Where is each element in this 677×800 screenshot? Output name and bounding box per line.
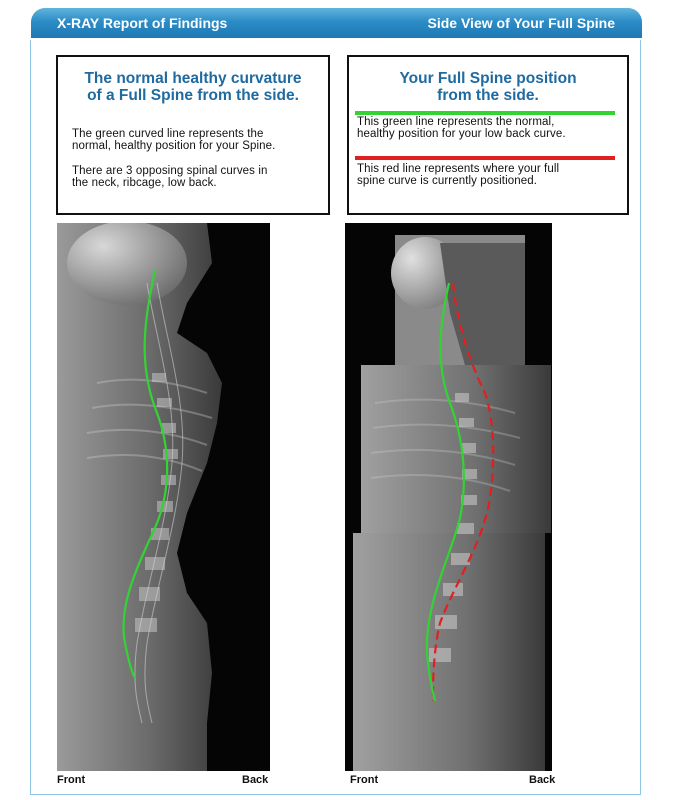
green-desc-line1: The green curved line represents the [72, 128, 264, 140]
report-header [31, 8, 642, 38]
front-label-right: Front [350, 774, 379, 786]
normal-spine-xray [57, 223, 270, 771]
report-subtitle: Side View of Your Full Spine [427, 15, 615, 31]
green-legend-line2: healthy position for your low back curve. [357, 127, 566, 140]
red-legend-line2: spine curve is currently positioned. [357, 174, 538, 187]
green-legend-bar [355, 111, 615, 115]
normal-curvature-heading [58, 70, 328, 104]
green-line-description [72, 129, 275, 152]
report-title: X-RAY Report of Findings [57, 15, 228, 31]
front-label-left: Front [57, 774, 86, 786]
full-spine-position-box [347, 55, 629, 215]
patient-spine-xray [345, 223, 552, 771]
green-desc-line2: normal, healthy position for your Spine. [72, 139, 276, 152]
position-heading-line1: Your Full Spine position [399, 70, 577, 87]
green-legend-line1: This green line represents the normal, [357, 116, 555, 128]
back-label-right: Back [529, 774, 556, 786]
curves-desc-line1: There are 3 opposing spinal curves in [72, 165, 268, 177]
red-legend-text [357, 164, 559, 187]
normal-heading-line1: The normal healthy curvature [84, 70, 302, 87]
spine-position-heading [349, 70, 627, 104]
red-legend-bar [355, 156, 615, 160]
red-legend-line1: This red line represents where your full [357, 163, 560, 175]
patient-spine-xray-image [345, 223, 552, 771]
back-label-left: Back [242, 774, 269, 786]
normal-curvature-box [56, 55, 330, 215]
normal-heading-line2: of a Full Spine from the side. [87, 87, 299, 104]
position-heading-line2: from the side. [437, 87, 539, 104]
spinal-curves-description [72, 166, 267, 189]
curves-desc-line2: the neck, ribcage, low back. [72, 176, 217, 189]
green-legend-text [357, 117, 566, 140]
normal-spine-xray-image [57, 223, 270, 771]
